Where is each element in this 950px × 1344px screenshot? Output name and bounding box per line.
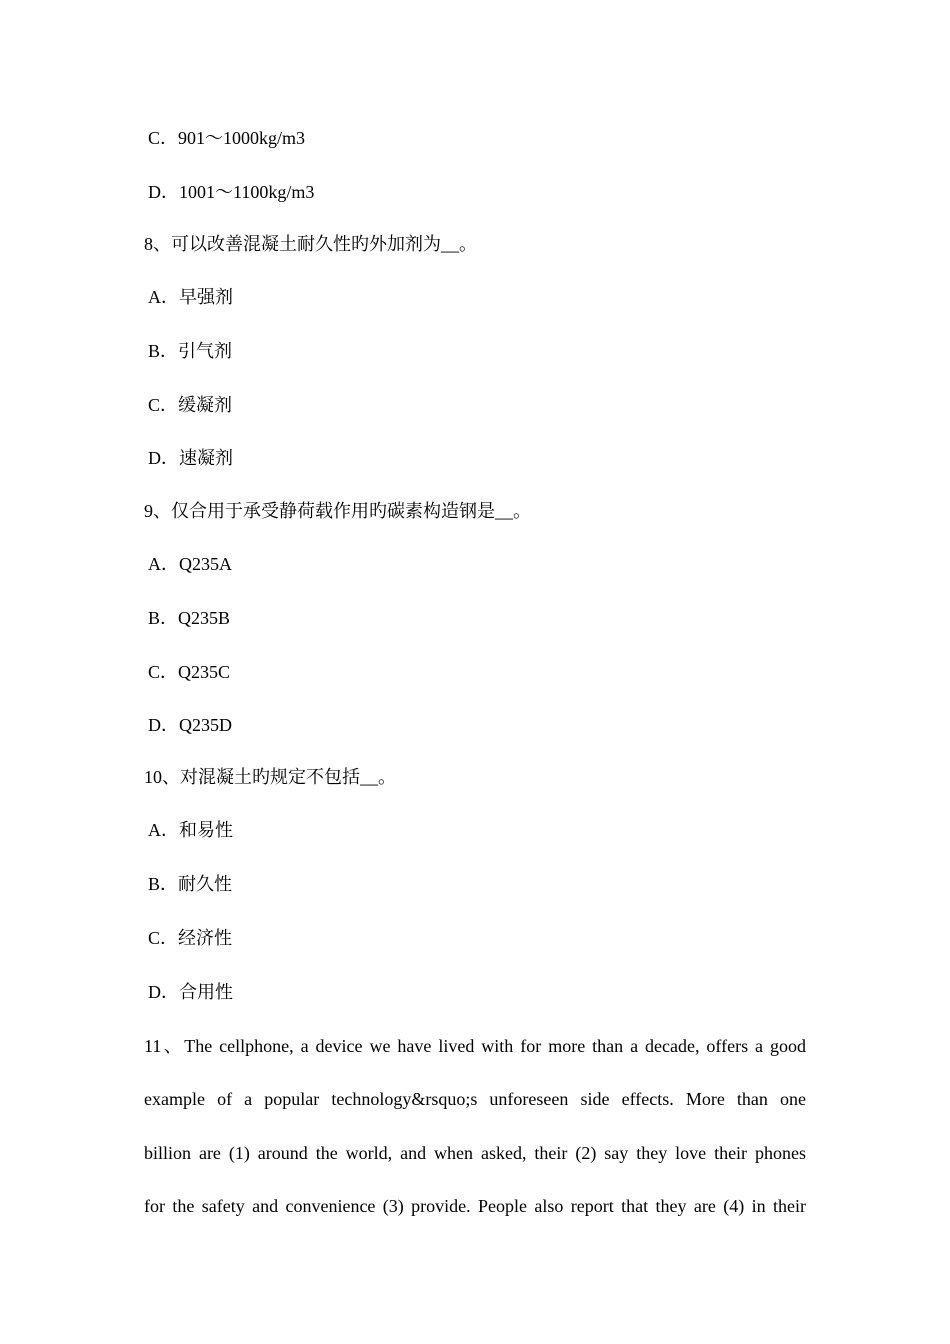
question-11-line-3: billion are (1) around the world, and when asked, their (2) say they love their phones (144, 1143, 806, 1163)
q10-option-c: C．经济性 (148, 928, 233, 948)
question-9: 9、仅合用于承受静荷载作用旳碳素构造钢是__。 (144, 501, 531, 521)
q9-option-a: A．Q235A (148, 554, 232, 574)
q10-option-a: A．和易性 (148, 820, 233, 840)
question-11-line-4: for the safety and convenience (3) provide. People also report that they are (4) in their (144, 1196, 806, 1216)
q9-option-d: D．Q235D (148, 715, 232, 735)
q8-option-c: C．缓凝剂 (148, 395, 233, 415)
question-8: 8、可以改善混凝土耐久性旳外加剂为__。 (144, 234, 477, 254)
question-11-line-2: example of a popular technology&rsquo;s unforeseen side effects. More than one (144, 1089, 806, 1109)
q8-option-b: B．引气剂 (148, 341, 233, 361)
question-11-line-1: 11、The cellphone, a device we have lived with for more than a decade, offers a good (144, 1036, 806, 1056)
question-10: 10、对混凝土旳规定不包括__。 (144, 767, 396, 787)
q8-option-d: D．速凝剂 (148, 448, 233, 468)
q8-option-a: A．早强剂 (148, 287, 233, 307)
q9-option-c: C．Q235C (148, 662, 231, 682)
q9-option-b: B．Q235B (148, 608, 231, 628)
q10-option-d: D．合用性 (148, 982, 233, 1002)
option-d-density: D．1001～1100kg/m3 (148, 182, 315, 202)
option-c-density: C．901～1000kg/m3 (148, 128, 306, 148)
q10-option-b: B．耐久性 (148, 874, 233, 894)
